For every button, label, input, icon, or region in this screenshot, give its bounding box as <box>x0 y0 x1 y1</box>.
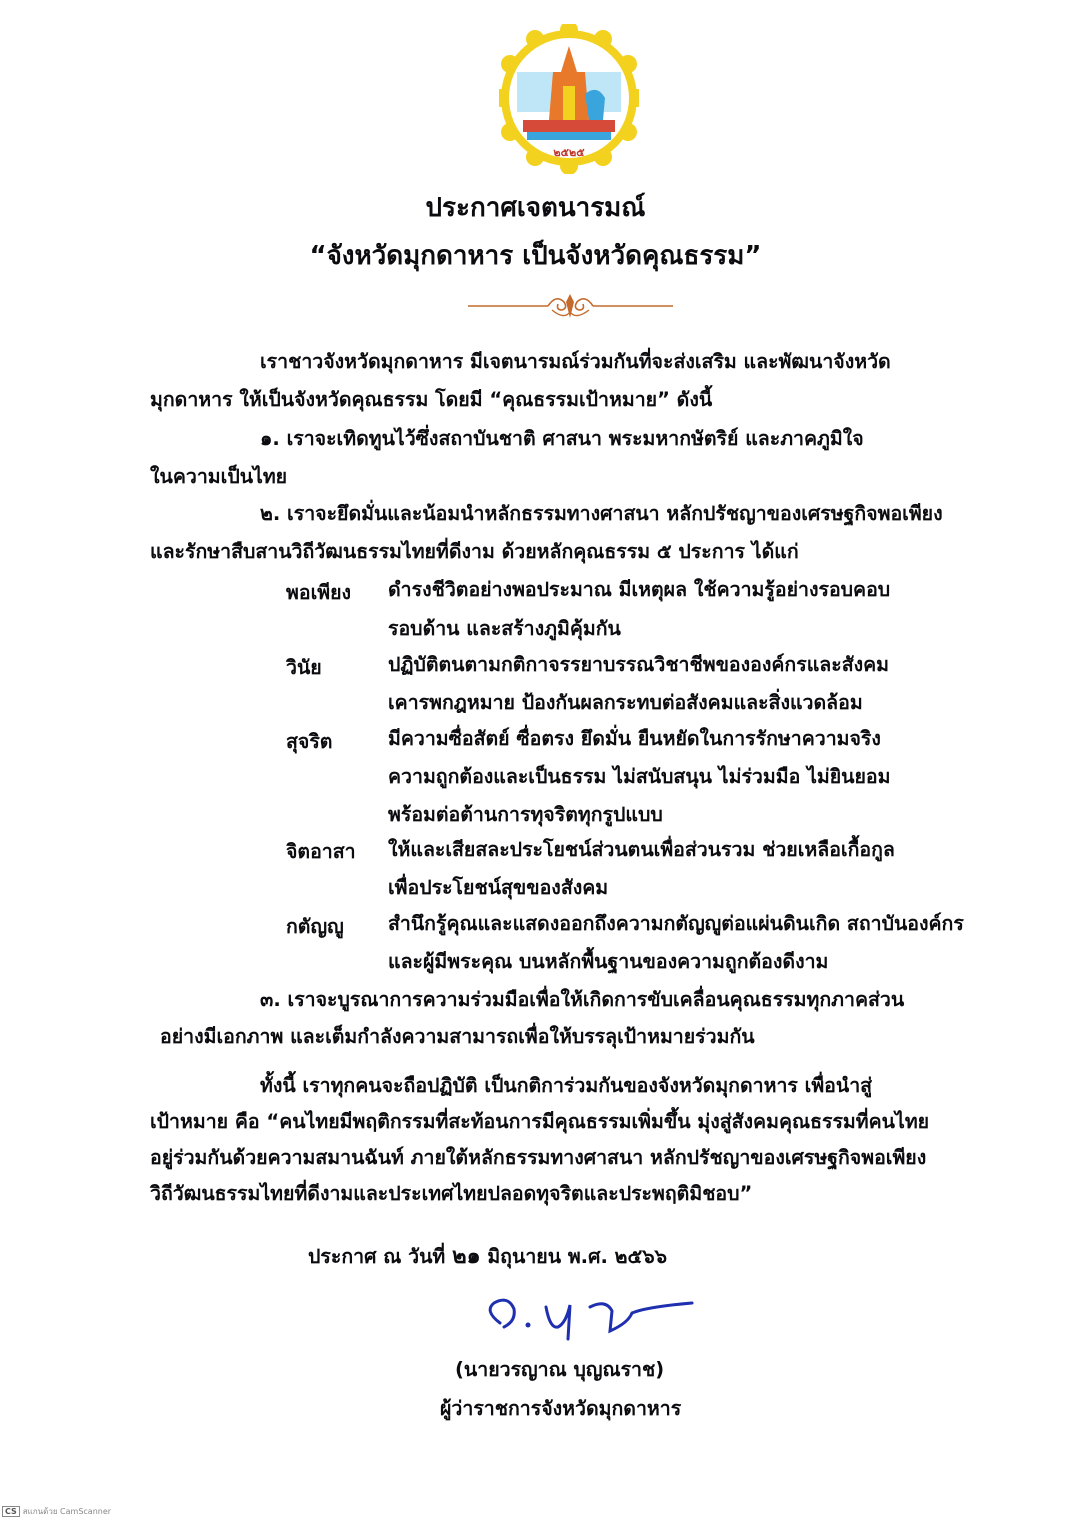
virtue-desc-line: ความถูกต้องและเป็นธรรม ไม่สนับสนุน ไม่ร่วมมือ ไม่ยินยอม <box>388 765 891 788</box>
handwritten-signature <box>478 1293 700 1351</box>
item-1-line-2: ในความเป็นไทย <box>150 465 288 488</box>
seal-year-label: ๒๕๒๕ <box>553 146 585 159</box>
document-subtitle: “จังหวัดมุกดาหาร เป็นจังหวัดคุณธรรม” <box>309 241 762 271</box>
virtue-desc-line: พร้อมต่อต้านการทุจริตทุกรูปแบบ <box>388 803 663 826</box>
intro-line-1: เราชาวจังหวัดมุกดาหาร มีเจตนารมณ์ร่วมกันที่จะส่งเสริม และพัฒนาจังหวัด <box>260 350 891 373</box>
virtue-desc-line: เคารพกฎหมาย ป้องกันผลกระทบต่อสังคมและสิ่งแวดล้อม <box>388 691 863 714</box>
item-2-line-2: และรักษาสืบสานวิถีวัฒนธรรมไทยที่ดีงาม ด้วยหลักคุณธรรม ๕ ประการ ได้แก่ <box>150 540 799 563</box>
virtue-term-discipline: วินัย <box>286 656 322 679</box>
intro-line-2: มุกดาหาร ให้เป็นจังหวัดคุณธรรม โดยมี “คุณธรรมเป้าหมาย” ดังนี้ <box>150 388 713 411</box>
item-2-line-1: ๒. เราจะยึดมั่นและน้อมนำหลักธรรมทางศาสนา หลักปรัชญาของเศรษฐกิจพอเพียง <box>260 502 943 525</box>
proclamation-day: ๒๑ <box>452 1244 481 1269</box>
conclusion-line-4: วิถีวัฒนธรรมไทยที่ดีงามและประเทศไทยปลอดทุจริตและประพฤติมิชอบ” <box>150 1182 753 1205</box>
scanner-text: สแกนด้วย CamScanner <box>22 1507 112 1516</box>
virtue-desc-line: สำนึกรู้คุณและแสดงออกถึงความกตัญญูต่อแผ่นดินเกิด สถาบันองค์กร <box>388 912 964 935</box>
document-title: ประกาศเจตนารมณ์ <box>425 193 646 223</box>
signatory-name: (นายวรญาณ บุญณราช) <box>455 1358 665 1381</box>
virtue-term-sufficiency: พอเพียง <box>286 581 352 604</box>
proclamation-month-year: มิถุนายน พ.ศ. ๒๕๖๖ <box>487 1245 668 1268</box>
item-3-line-1: ๓. เราจะบูรณาการความร่วมมือเพื่อให้เกิดการขับเคลื่อนคุณธรรมทุกภาคส่วน <box>260 988 905 1011</box>
virtue-desc-line: ปฏิบัติตนตามกติกาจรรยาบรรณวิชาชีพขององค์กรและสังคม <box>388 653 890 676</box>
item-3-line-2: อย่างมีเอกภาพ และเต็มกำลังความสามารถเพื่อให้บรรลุเป้าหมายร่วมกัน <box>160 1025 755 1048</box>
virtue-desc-line: รอบด้าน และสร้างภูมิคุ้มกัน <box>388 617 621 640</box>
signatory-position: ผู้ว่าราชการจังหวัดมุกดาหาร <box>440 1397 682 1420</box>
conclusion-line-1: ทั้งนี้ เราทุกคนจะถือปฏิบัติ เป็นกติการ่วมกันของจังหวัดมุกดาหาร เพื่อนำสู่ <box>260 1074 873 1097</box>
virtue-term-volunteer: จิตอาสา <box>286 840 356 863</box>
conclusion-line-2: เป้าหมาย คือ “คนไทยมีพฤติกรรมที่สะท้อนการมีคุณธรรมเพิ่มขึ้น มุ่งสู่สังคมคุณธรรมที่คนไทย <box>150 1110 930 1133</box>
proclamation-prefix: ประกาศ ณ วันที่ <box>308 1245 446 1268</box>
item-1-line-1: ๑. เราจะเทิดทูนไว้ซึ่งสถาบันชาติ ศาสนา พระมหากษัตริย์ และภาคภูมิใจ <box>260 427 864 450</box>
virtue-term-honesty: สุจริต <box>286 730 333 753</box>
virtue-term-gratitude: กตัญญู <box>286 915 344 938</box>
camscanner-logo: CS <box>2 1506 20 1517</box>
virtue-desc-line: ให้และเสียสละประโยชน์ส่วนตนเพื่อส่วนรวม ช่วยเหลือเกื้อกูล <box>388 838 895 861</box>
scanner-watermark <box>2 1505 111 1518</box>
proclamation-date <box>308 1238 667 1273</box>
virtue-desc-line: มีความซื่อสัตย์ ซื่อตรง ยึดมั่น ยืนหยัดในการรักษาความจริง <box>388 727 881 750</box>
conclusion-line-3: อยู่ร่วมกันด้วยความสมานฉันท์ ภายใต้หลักธรรมทางศาสนา หลักปรัชญาของเศรษฐกิจพอเพียง <box>150 1146 927 1169</box>
virtue-desc-line: เพื่อประโยชน์สุขของสังคม <box>388 876 609 899</box>
virtue-desc-line: และผู้มีพระคุณ บนหลักพื้นฐานของความถูกต้องดีงาม <box>388 950 829 973</box>
virtue-desc-line: ดำรงชีวิตอย่างพอประมาณ มีเหตุผล ใช้ความรู้อย่างรอบคอบ <box>388 578 891 601</box>
